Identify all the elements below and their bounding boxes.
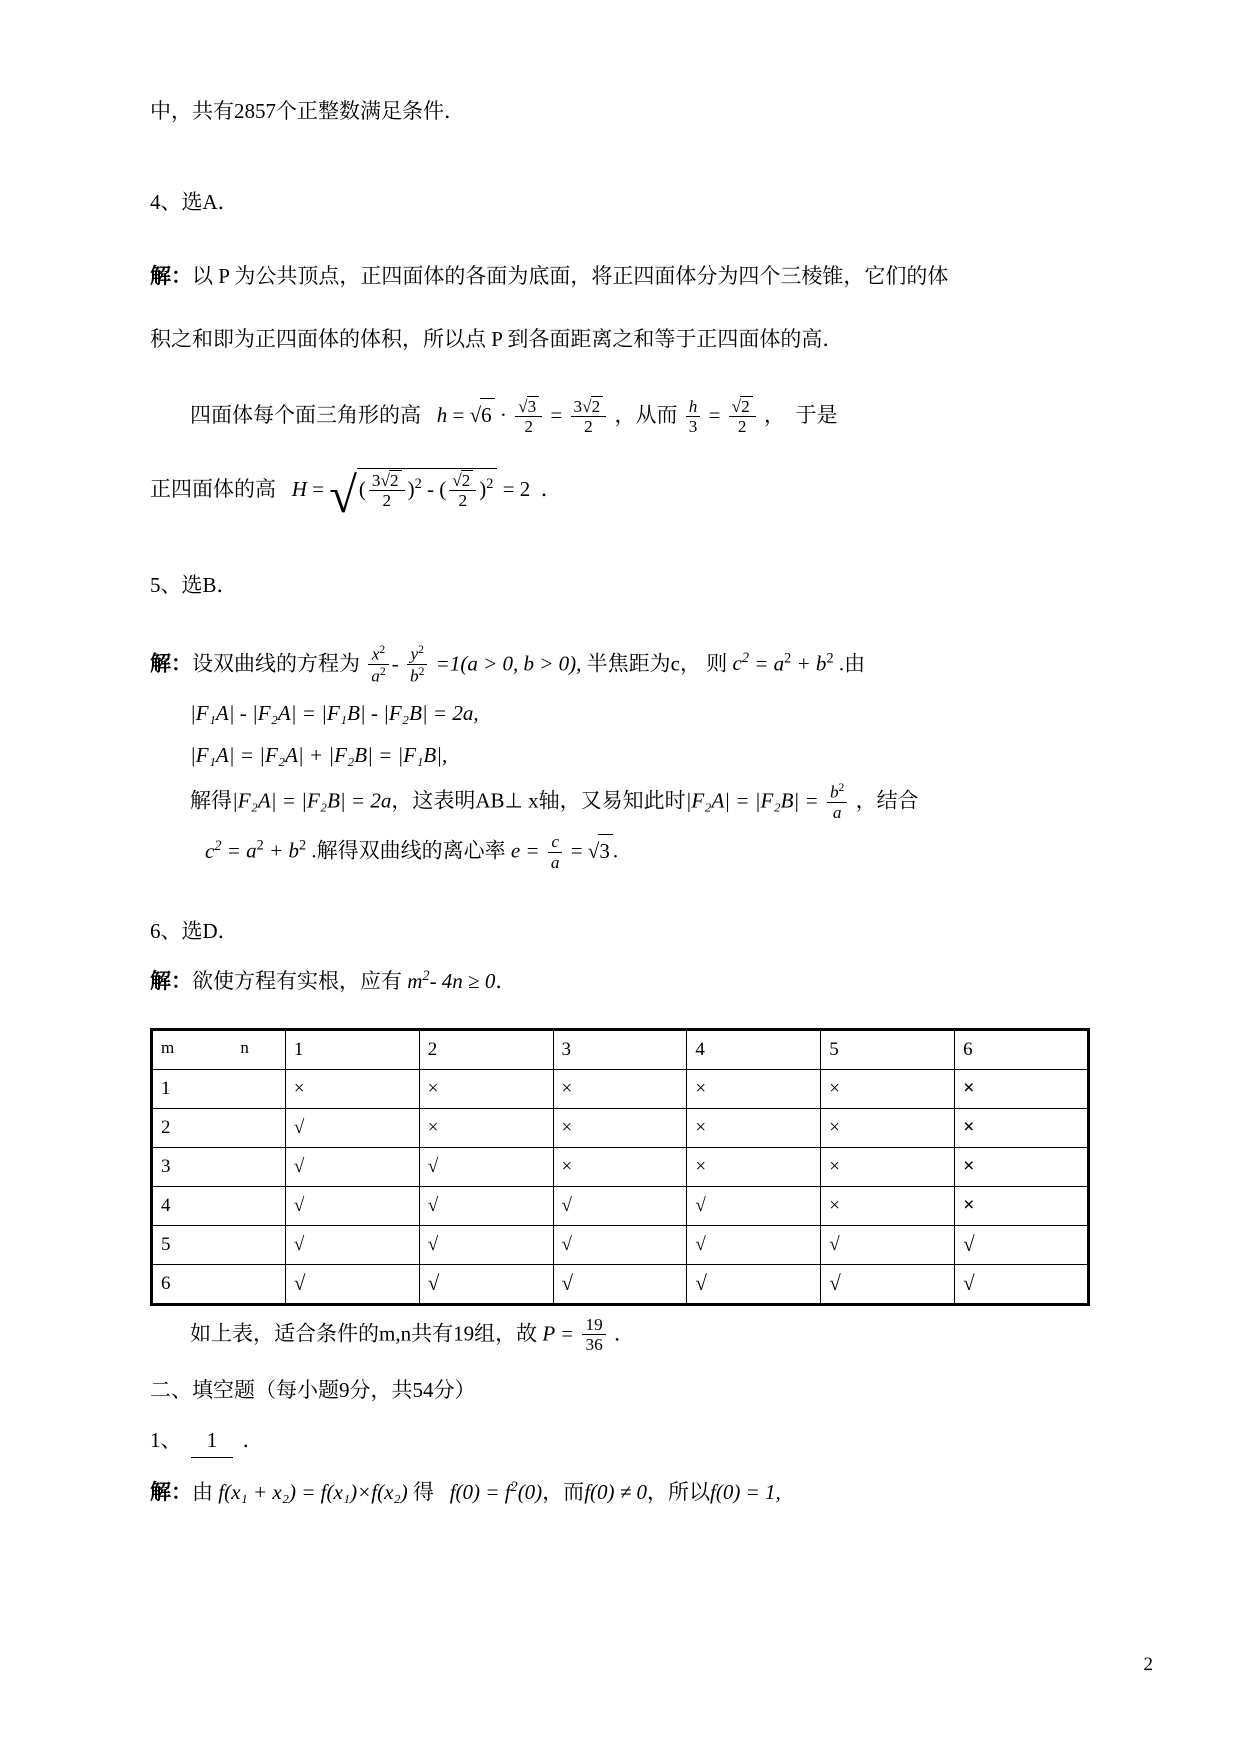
table-cell: × bbox=[955, 1069, 1089, 1108]
paragraph-continuation bbox=[150, 95, 1090, 128]
table-body bbox=[152, 1029, 1089, 1304]
row-label: 5 bbox=[152, 1225, 286, 1264]
row-label: 3 bbox=[152, 1147, 286, 1186]
equation-F2A-eq: |F₂A| = |F₂B| = bbox=[685, 788, 819, 813]
inequality-m2: $m^2$ bbox=[407, 968, 430, 994]
text-conjunction: ，从而 bbox=[614, 403, 678, 428]
table-row bbox=[152, 1186, 1089, 1225]
fraction-y2-over-b2: $\frac{y^2}{b^2}$ bbox=[407, 643, 427, 686]
row-label: 6 bbox=[152, 1264, 286, 1304]
row-label: 4 bbox=[152, 1186, 286, 1225]
corner-label-m: m bbox=[161, 1037, 175, 1057]
question-5-solution-line-1: 解：设双曲线的方程为 $\frac{x^2}{a^2}$ - $\frac{y^2}{b^2}$ =1(a > 0, b > 0), 半焦距为c， 则 $c^2 = a^2 + b^2$ .由 bbox=[150, 642, 866, 686]
text-half-focal: 半焦距为c， bbox=[586, 651, 701, 676]
question-6-conclusion bbox=[190, 1316, 1090, 1356]
table-cell: √ bbox=[553, 1225, 687, 1264]
question-6-solution-line-1 bbox=[150, 965, 1090, 998]
corner-label-n: n bbox=[240, 1037, 249, 1057]
table-cell: × bbox=[687, 1147, 821, 1186]
mn-truth-table bbox=[150, 1028, 1090, 1306]
var-c2: $c^2$ bbox=[732, 650, 749, 676]
table-cell: × bbox=[955, 1186, 1089, 1225]
table-cell: √ bbox=[955, 1264, 1089, 1304]
solve-label: 解： bbox=[150, 264, 192, 289]
fraction-c-over-a: $\frac{c}{a}$ bbox=[548, 832, 563, 872]
equation-f0: $f(0) = f^2(0)$ bbox=[449, 1478, 543, 1504]
question-4-height-formula: 四面体每个面三角形的高 h = √6 · $\frac{√3}{2}$ = $\frac{3√2}{2}$ ，从而 $\frac{h}{3}$ = $\frac{√2}{2}$ ， 于是 bbox=[190, 396, 838, 437]
table-cell: √ bbox=[955, 1225, 1089, 1264]
section-2-heading: 二、填空题（每小题9分，共54分） bbox=[150, 1377, 476, 1402]
fill-question-1-solution bbox=[150, 1476, 1090, 1509]
equation-F2A-eq-2a: |F₂A| = |F₂B| = 2a bbox=[232, 788, 392, 813]
question-4-heading: 4、选A． bbox=[150, 189, 239, 214]
question-5-solution-line-3 bbox=[190, 782, 1090, 823]
table-cell: √ bbox=[419, 1186, 553, 1225]
solve-label: 解： bbox=[150, 1479, 192, 1504]
eq-b2: + b bbox=[269, 838, 299, 863]
solution-text: 欲使方程有实根，应有 bbox=[192, 969, 402, 994]
question-4-big-height-formula: 正四面体的高 H = √( $\frac{3√2}{2}$ )$^2$ - ( $\frac{√2}{2}$ )$^2$ = 2 ． bbox=[150, 466, 562, 523]
text-middle: ，这表明AB⊥ x轴，又易知此时 bbox=[391, 788, 686, 813]
var-c2: $c^2$ bbox=[205, 837, 222, 863]
question-5-heading: 5、选B． bbox=[150, 573, 238, 598]
radicand-group: ( $\frac{3√2}{2}$ )$^2$ - ( $\frac{√2}{2}$ )$^2$ bbox=[357, 468, 498, 512]
column-header: 3 bbox=[553, 1029, 687, 1069]
equation-f0-nonzero: f(0) ≠ 0 bbox=[584, 1479, 648, 1504]
var-H: H bbox=[291, 476, 307, 501]
period: ． bbox=[242, 1428, 264, 1453]
table-cell: × bbox=[419, 1108, 553, 1147]
table-cell: √ bbox=[285, 1264, 419, 1304]
table-cell: × bbox=[553, 1108, 687, 1147]
abs-equation-text: |F₁A| - |F₂A| = |F₁B| - |F₂B| = 2a, bbox=[190, 700, 479, 725]
multiply-dot: · bbox=[499, 403, 507, 428]
document-body bbox=[150, 95, 1090, 1538]
text-thus: ， 于是 bbox=[763, 403, 838, 428]
text-get: 得 bbox=[412, 1479, 434, 1504]
equation-f0-eq-1: f(0) = 1, bbox=[710, 1479, 781, 1504]
table-cell: × bbox=[821, 1186, 955, 1225]
question-5-abs-equation-1 bbox=[190, 697, 1090, 730]
fraction-b2-over-a: $\frac{b^2}{a}$ bbox=[827, 781, 847, 822]
equation-functional: f(x₁ + x₂) = f(x₁)×f(x₂) bbox=[218, 1479, 408, 1504]
text-prefix: 中，共有 bbox=[150, 99, 234, 123]
column-header: 6 bbox=[955, 1029, 1089, 1069]
table-cell: √ bbox=[553, 1264, 687, 1304]
table-cell: √ bbox=[687, 1225, 821, 1264]
table-cell: × bbox=[419, 1069, 553, 1108]
table-cell: × bbox=[821, 1069, 955, 1108]
period: ． bbox=[495, 969, 517, 994]
eq-b-part: + b bbox=[796, 651, 827, 676]
fraction-sqrt2-over-2: $\frac{√2}{2}$ bbox=[729, 396, 756, 437]
H-result: 2 bbox=[519, 476, 531, 501]
row-label: 1 bbox=[152, 1069, 286, 1108]
table-row bbox=[152, 1108, 1089, 1147]
table-cell: √ bbox=[687, 1186, 821, 1225]
text-eccentricity: .解得双曲线的离心率 bbox=[311, 838, 506, 863]
page-number: 2 bbox=[1143, 1654, 1153, 1675]
question-4-solution-line-2: 积之和即为正四面体的体积，所以点 P 到各面距离之和等于正四面体的高． bbox=[150, 326, 844, 351]
table-cell: × bbox=[687, 1108, 821, 1147]
solve-label: 解： bbox=[150, 651, 192, 676]
table-cell: √ bbox=[285, 1225, 419, 1264]
conclusion-text: 如上表，适合条件的m,n共有19组，故 bbox=[190, 1321, 538, 1346]
sqrt-6: √6 bbox=[470, 398, 495, 432]
formula-lead: 四面体每个面三角形的高 bbox=[190, 403, 421, 428]
formula-lead-H: 正四面体的高 bbox=[150, 476, 276, 501]
table-cell: × bbox=[821, 1147, 955, 1186]
column-header: 2 bbox=[419, 1029, 553, 1069]
text-from: 由 bbox=[192, 1479, 213, 1504]
table-cell: × bbox=[553, 1069, 687, 1108]
table-cell: √ bbox=[285, 1147, 419, 1186]
table-cell: √ bbox=[419, 1225, 553, 1264]
table-corner-cell bbox=[152, 1029, 286, 1069]
table-row bbox=[152, 1264, 1089, 1304]
column-header: 4 bbox=[687, 1029, 821, 1069]
solution-text: 以 P 为公共顶点，正四面体的各面为底面，将正四面体分为四个三棱锥，它们的体 bbox=[192, 264, 949, 289]
table-cell: √ bbox=[419, 1264, 553, 1304]
big-radical-icon: √ bbox=[329, 466, 357, 523]
period: ． bbox=[540, 476, 562, 501]
abs-equation-text: |F₁A| = |F₂A| + |F₂B| = |F₁B|, bbox=[190, 743, 448, 768]
fraction-3sqrt2-over-2-inner: $\frac{3√2}{2}$ bbox=[369, 470, 405, 511]
question-6-heading: 6、选D． bbox=[150, 918, 239, 943]
table-row bbox=[152, 1147, 1089, 1186]
table-cell: √ bbox=[419, 1147, 553, 1186]
eq-e: e = bbox=[510, 838, 540, 863]
text-and: ，而 bbox=[542, 1479, 585, 1504]
column-header: 1 bbox=[285, 1029, 419, 1069]
table-cell: √ bbox=[687, 1264, 821, 1304]
solve-label: 解： bbox=[150, 969, 192, 994]
column-header: 5 bbox=[821, 1029, 955, 1069]
var-h: h bbox=[436, 403, 448, 428]
table-row bbox=[152, 1069, 1089, 1108]
table-cell: √ bbox=[285, 1186, 419, 1225]
table-cell: √ bbox=[553, 1186, 687, 1225]
table-row bbox=[152, 1225, 1089, 1264]
table-cell: √ bbox=[285, 1108, 419, 1147]
sqrt-3: √3 bbox=[588, 834, 613, 868]
table-cell: √ bbox=[821, 1264, 955, 1304]
fraction-3sqrt2-over-2: $\frac{3√2}{2}$ bbox=[571, 396, 607, 437]
fraction-x2-over-a2: $\frac{x^2}{a^2}$ bbox=[368, 643, 388, 686]
table-cell: × bbox=[687, 1069, 821, 1108]
row-label: 2 bbox=[152, 1108, 286, 1147]
question-5-abs-equation-2 bbox=[190, 739, 1090, 772]
eq-a2: = a bbox=[226, 838, 257, 863]
table-cell: × bbox=[955, 1108, 1089, 1147]
number-count: 2857 bbox=[234, 99, 276, 123]
eq-c-part: = a bbox=[754, 651, 785, 676]
inequality-rest: - 4n ≥ 0 bbox=[429, 969, 496, 994]
var-P: P = bbox=[542, 1321, 575, 1346]
fraction-h-over-3: $\frac{h}{3}$ bbox=[686, 397, 701, 437]
fraction-19-over-36: $\frac{19}{36}$ bbox=[582, 1315, 605, 1355]
equation-tail: =1(a > 0, b > 0), bbox=[435, 651, 582, 676]
period: . bbox=[612, 838, 619, 863]
question-5-solution-line-4: $c^2 = a^2 + b^2$ .解得双曲线的离心率 e = $\frac{c}{a}$ = √3 . bbox=[205, 832, 619, 872]
text-solved: 解得 bbox=[190, 788, 232, 813]
fraction-sqrt2-over-2-inner: $\frac{√2}{2}$ bbox=[449, 470, 476, 511]
question-number: 1、 bbox=[150, 1428, 182, 1453]
table-cell: × bbox=[955, 1147, 1089, 1186]
text-then: 则 bbox=[706, 651, 728, 676]
table-cell: × bbox=[285, 1069, 419, 1108]
table-cell: × bbox=[553, 1147, 687, 1186]
text-suffix: 个正整数满足条件． bbox=[276, 99, 465, 123]
period: ． bbox=[613, 1321, 635, 1346]
question-4-solution-line-1 bbox=[150, 260, 1090, 293]
text-combine: ，结合 bbox=[855, 788, 919, 813]
text-lead: 设双曲线的方程为 bbox=[192, 651, 360, 676]
fraction-sqrt3-over-2: $\frac{√3}{2}$ bbox=[515, 396, 542, 437]
table-header-row bbox=[152, 1029, 1089, 1069]
text-so: ，所以 bbox=[647, 1479, 711, 1504]
answer-blank: 1 bbox=[191, 1424, 234, 1458]
table-cell: × bbox=[821, 1108, 955, 1147]
table-cell: √ bbox=[821, 1225, 955, 1264]
fill-question-1-heading bbox=[150, 1424, 1090, 1458]
text-by: .由 bbox=[838, 651, 866, 676]
